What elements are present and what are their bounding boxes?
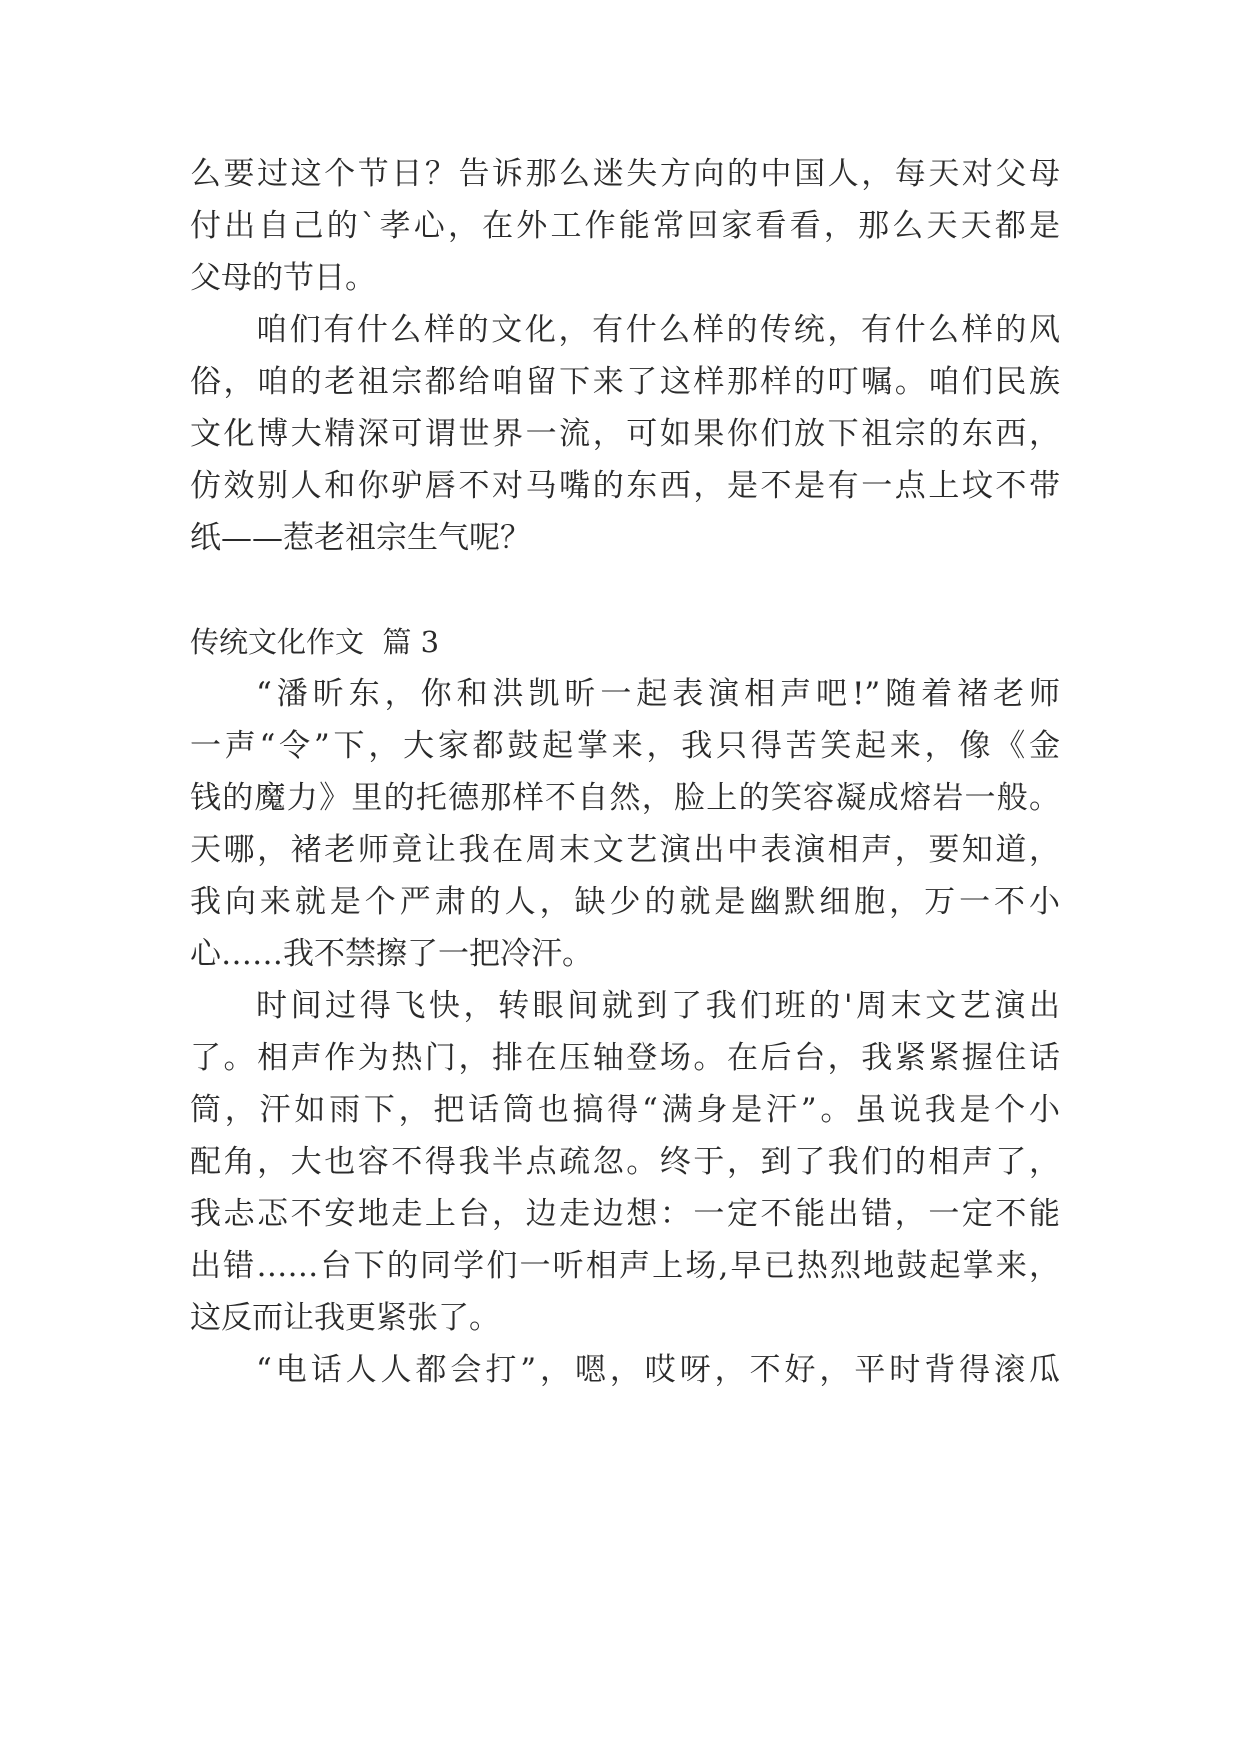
paragraph-line: 配角，大也容不得我半点疏忽。终于，到了我们的相声了， xyxy=(190,1144,1060,1180)
paragraph-line: 咱们有什么样的文化，有什么样的传统，有什么样的风 xyxy=(256,312,1060,348)
section-heading: 传统文化作文 篇 3 xyxy=(190,625,440,659)
paragraph-line: 时间过得飞快，转眼间就到了我们班的'周末文艺演出 xyxy=(256,988,1060,1024)
paragraph-line: 了。相声作为热门，排在压轴登场。在后台，我紧紧握住话 xyxy=(190,1040,1060,1076)
paragraph-line: 么要过这个节日？告诉那么迷失方向的中国人，每天对父母 xyxy=(190,156,1060,192)
paragraph-line: 俗，咱的老祖宗都给咱留下来了这样那样的叮嘱。咱们民族 xyxy=(190,364,1060,400)
paragraph-line: 我向来就是个严肃的人，缺少的就是幽默细胞，万一不小 xyxy=(190,884,1060,920)
paragraph-line: 仿效别人和你驴唇不对马嘴的东西，是不是有一点上坟不带 xyxy=(190,468,1060,504)
paragraph-line: 出错……台下的同学们一听相声上场,早已热烈地鼓起掌来， xyxy=(190,1248,1060,1284)
paragraph-line: “电话人人都会打”，嗯，哎呀，不好，平时背得滚瓜 xyxy=(256,1352,1060,1388)
paragraph-line: “潘昕东，你和洪凯昕一起表演相声吧!”随着褚老师 xyxy=(256,676,1060,712)
paragraph-line: 文化博大精深可谓世界一流，可如果你们放下祖宗的东西， xyxy=(190,416,1060,452)
paragraph-line: 钱的魔力》里的托德那样不自然，脸上的笑容凝成熔岩一般。 xyxy=(190,780,1060,816)
paragraph-line: 这反而让我更紧张了。 xyxy=(190,1300,500,1336)
paragraph-line: 付出自己的`孝心，在外工作能常回家看看，那么天天都是 xyxy=(190,208,1060,244)
paragraph-line: 父母的节日。 xyxy=(190,260,376,296)
paragraph-line: 一声“令”下，大家都鼓起掌来，我只得苦笑起来，像《金 xyxy=(190,728,1060,764)
paragraph-line: 我忐忑不安地走上台，边走边想：一定不能出错，一定不能 xyxy=(190,1196,1060,1232)
paragraph-line: 纸——惹老祖宗生气呢？ xyxy=(190,520,531,556)
paragraph-line: 筒，汗如雨下，把话筒也搞得“满身是汗”。虽说我是个小 xyxy=(190,1092,1060,1128)
paragraph-line: 心……我不禁擦了一把冷汗。 xyxy=(190,936,593,972)
paragraph-line: 天哪，褚老师竟让我在周末文艺演出中表演相声，要知道， xyxy=(190,832,1060,868)
